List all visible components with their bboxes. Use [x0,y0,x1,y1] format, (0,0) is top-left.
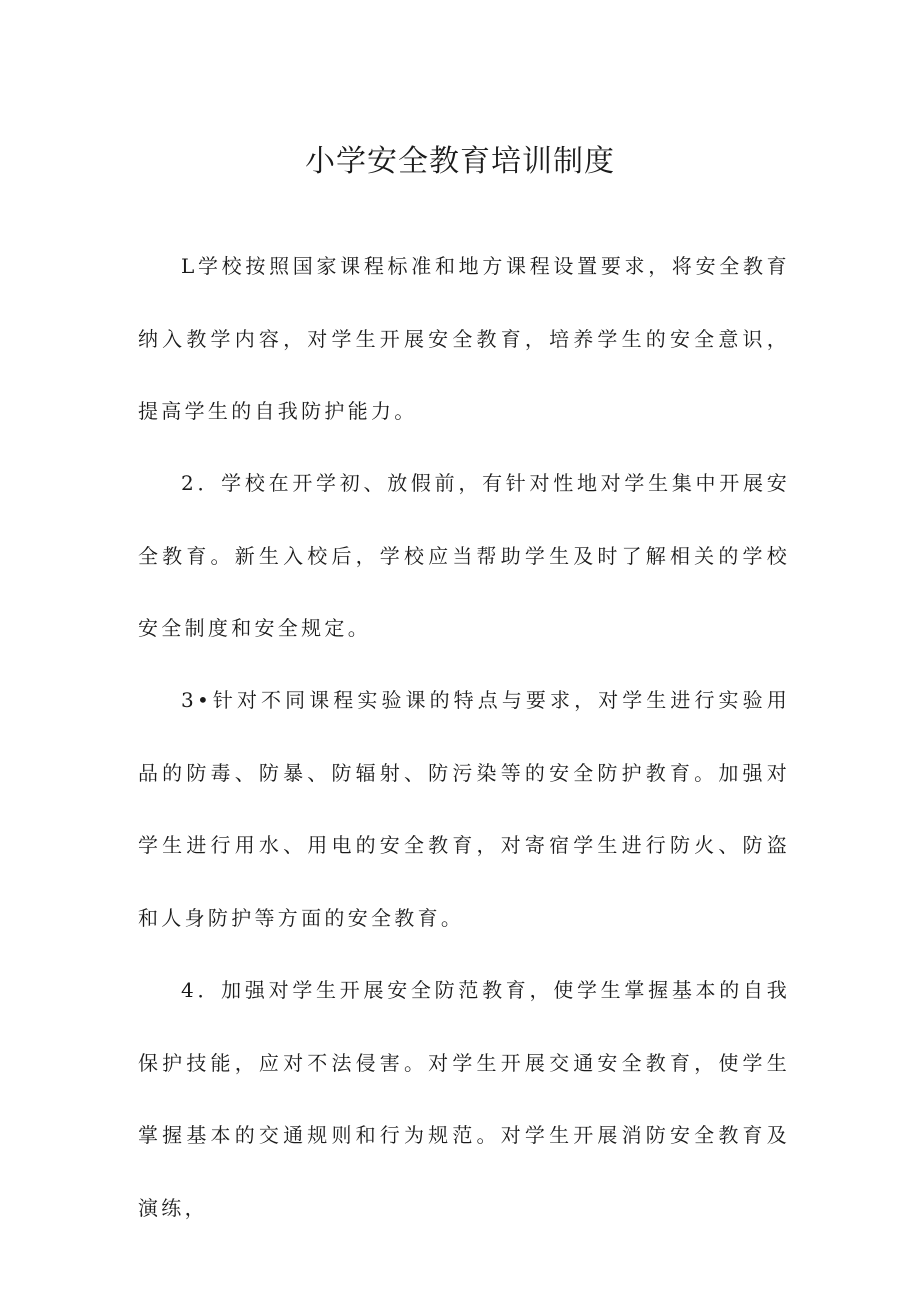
paragraph-4: 4．加强对学生开展安全防范教育，使学生掌握基本的自我保护技能，应对不法侵害。对学生开展交通安全教育，使学生掌握基本的交通规则和行为规范。对学生开展消防安全教育及演练， [138,978,790,1220]
paragraph-1: L学校按照国家课程标准和地方课程设置要求，将安全教育纳入教学内容，对学生开展安全教育，培养学生的安全意识，提高学生的自我防护能力。 [138,254,790,423]
page-title: 小学安全教育培训制度 [305,144,615,179]
paragraph-2: 2．学校在开学初、放假前，有针对性地对学生集中开展安全教育。新生入校后，学校应当帮助学生及时了解相关的学校安全制度和安全规定。 [138,471,790,640]
paragraph-3: 3•针对不同课程实验课的特点与要求，对学生进行实验用品的防毒、防暴、防辐射、防污染等的安全防护教育。加强对学生进行用水、用电的安全教育，对寄宿学生进行防火、防盗和人身防护等方面的安全教育。 [138,688,790,930]
